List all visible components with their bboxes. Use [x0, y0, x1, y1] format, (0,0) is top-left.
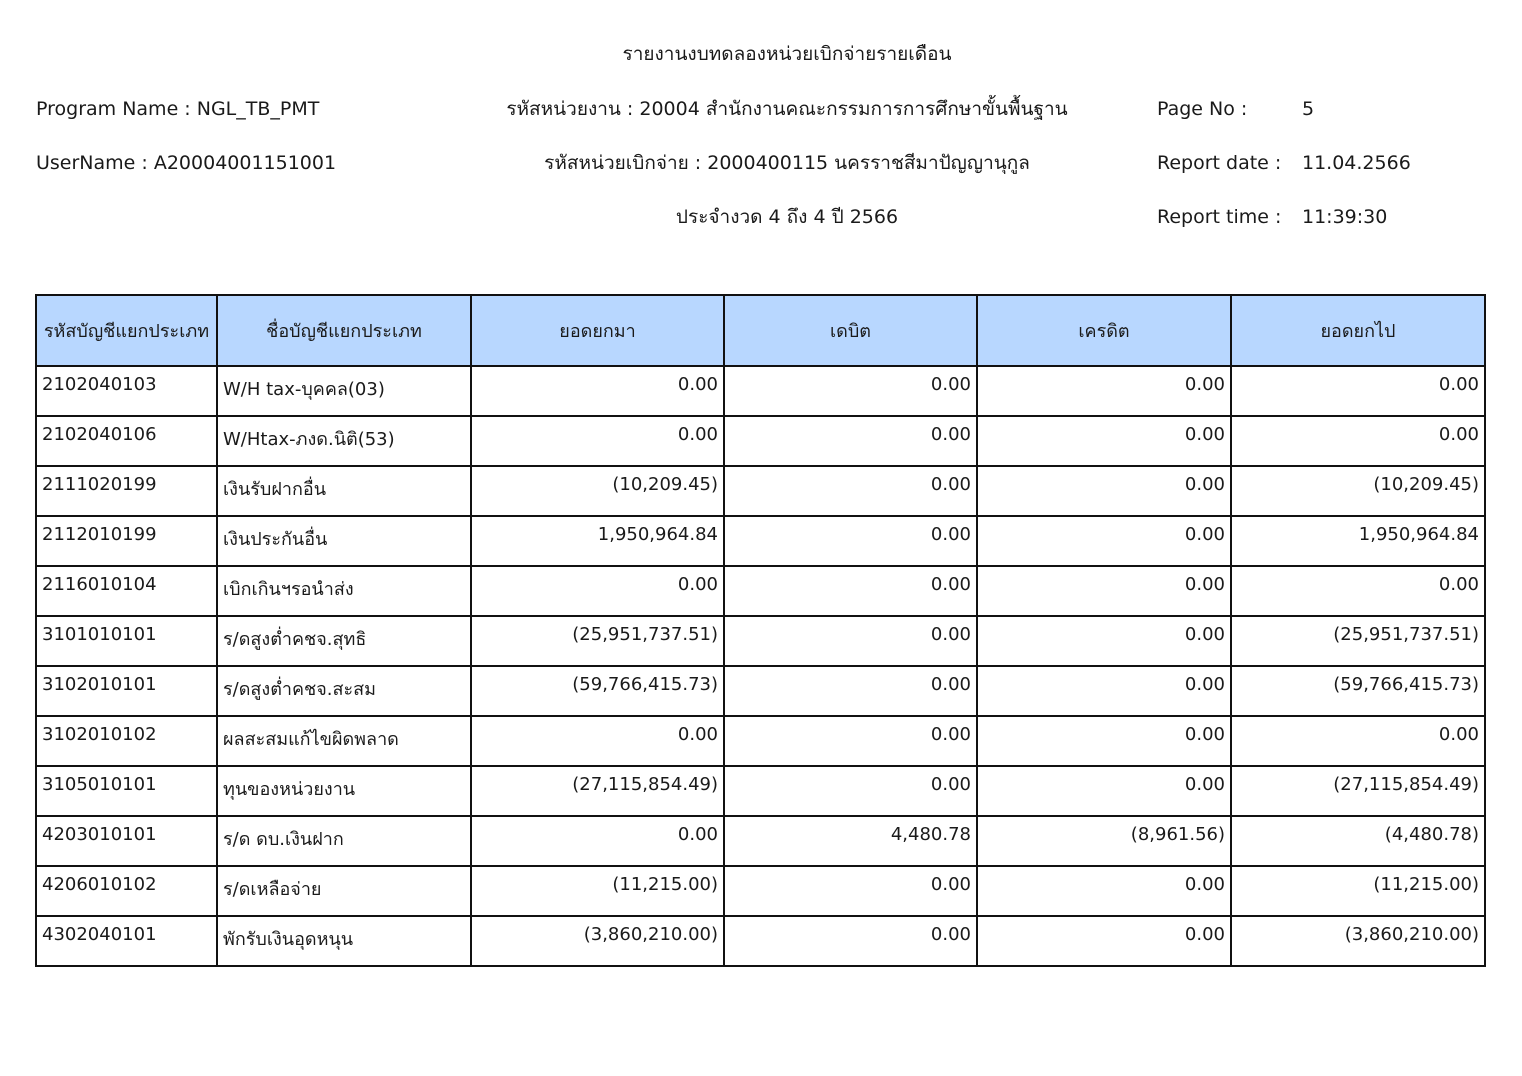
account-name-cell: W/H tax-บุคคล(03) — [217, 366, 471, 416]
column-header-account-name: ชื่อบัญชีแยกประเภท — [217, 295, 471, 366]
table-row — [36, 816, 1485, 866]
column-header-closing-balance: ยอดยกไป — [1231, 295, 1485, 366]
closing-balance-cell: 0.00 — [1231, 366, 1485, 416]
closing-balance-cell: (25,951,737.51) — [1231, 616, 1485, 666]
opening-balance-cell: 0.00 — [471, 816, 724, 866]
credit-cell: 0.00 — [977, 616, 1231, 666]
header-row — [36, 295, 1485, 366]
credit-cell: 0.00 — [977, 916, 1231, 966]
debit-cell: 4,480.78 — [724, 816, 977, 866]
opening-balance-cell: 0.00 — [471, 416, 724, 466]
closing-balance-cell: 1,950,964.84 — [1231, 516, 1485, 566]
credit-cell: 0.00 — [977, 516, 1231, 566]
credit-cell: 0.00 — [977, 366, 1231, 416]
closing-balance-cell: (10,209.45) — [1231, 466, 1485, 516]
account-code-cell: 4206010102 — [36, 866, 217, 916]
closing-balance-cell: (11,215.00) — [1231, 866, 1485, 916]
debit-cell: 0.00 — [724, 716, 977, 766]
closing-balance-cell: 0.00 — [1231, 716, 1485, 766]
table-row — [36, 916, 1485, 966]
closing-balance-cell: (4,480.78) — [1231, 816, 1485, 866]
page-no-value: 5 — [1302, 98, 1315, 120]
account-name-cell: ร/ดเหลือจ่าย — [217, 866, 471, 916]
report-time-value: 11:39:30 — [1302, 206, 1388, 228]
account-code-cell: 3102010102 — [36, 716, 217, 766]
account-name-cell: พักรับเงินอุดหนุน — [217, 916, 471, 966]
account-code-cell: 2102040106 — [36, 416, 217, 466]
table-body — [36, 366, 1485, 966]
credit-cell: 0.00 — [977, 666, 1231, 716]
account-name-cell: เงินประกันอื่น — [217, 516, 471, 566]
agency-code: รหัสหน่วยงาน : 20004 สำนักงานคณะกรรมการการศึกษาขั้นพื้นฐาน — [506, 98, 1068, 120]
opening-balance-cell: (10,209.45) — [471, 466, 724, 516]
table-row — [36, 566, 1485, 616]
page-no-label: Page No : — [1157, 98, 1248, 120]
table-row — [36, 516, 1485, 566]
trial-balance-table — [35, 294, 1486, 967]
opening-balance-cell: (59,766,415.73) — [471, 666, 724, 716]
credit-cell: (8,961.56) — [977, 816, 1231, 866]
account-code-cell: 3101010101 — [36, 616, 217, 666]
opening-balance-cell: 0.00 — [471, 716, 724, 766]
credit-cell: 0.00 — [977, 716, 1231, 766]
table-row — [36, 466, 1485, 516]
account-name-cell: เงินรับฝากอื่น — [217, 466, 471, 516]
opening-balance-cell: (11,215.00) — [471, 866, 724, 916]
account-name-cell: ผลสะสมแก้ไขผิดพลาด — [217, 716, 471, 766]
debit-cell: 0.00 — [724, 616, 977, 666]
debit-cell: 0.00 — [724, 916, 977, 966]
report-date-label: Report date : — [1157, 152, 1282, 174]
opening-balance-cell: (3,860,210.00) — [471, 916, 724, 966]
closing-balance-cell: (59,766,415.73) — [1231, 666, 1485, 716]
opening-balance-cell: (25,951,737.51) — [471, 616, 724, 666]
username: UserName : A20004001151001 — [36, 152, 337, 174]
credit-cell: 0.00 — [977, 766, 1231, 816]
account-code-cell: 4302040101 — [36, 916, 217, 966]
table-row — [36, 416, 1485, 466]
debit-cell: 0.00 — [724, 866, 977, 916]
account-name-cell: ทุนของหน่วยงาน — [217, 766, 471, 816]
opening-balance-cell: 1,950,964.84 — [471, 516, 724, 566]
debit-cell: 0.00 — [724, 366, 977, 416]
table-row — [36, 766, 1485, 816]
account-code-cell: 2112010199 — [36, 516, 217, 566]
closing-balance-cell: 0.00 — [1231, 566, 1485, 616]
report-title: รายงานงบทดลองหน่วยเบิกจ่ายรายเดือน — [622, 43, 952, 65]
credit-cell: 0.00 — [977, 566, 1231, 616]
debit-cell: 0.00 — [724, 666, 977, 716]
account-code-cell: 3105010101 — [36, 766, 217, 816]
opening-balance-cell: 0.00 — [471, 366, 724, 416]
disbursing-unit: รหัสหน่วยเบิกจ่าย : 2000400115 นครราชสีมาปัญญานุกูล — [544, 152, 1030, 174]
debit-cell: 0.00 — [724, 566, 977, 616]
account-code-cell: 2116010104 — [36, 566, 217, 616]
opening-balance-cell: (27,115,854.49) — [471, 766, 724, 816]
account-name-cell: ร/ดสูงต่ำคชจ.สุทธิ — [217, 616, 471, 666]
column-header-debit: เดบิต — [724, 295, 977, 366]
account-name-cell: W/Htax-ภงด.นิติ(53) — [217, 416, 471, 466]
account-name-cell: ร/ด ดบ.เงินฝาก — [217, 816, 471, 866]
table-row — [36, 616, 1485, 666]
closing-balance-cell: 0.00 — [1231, 416, 1485, 466]
table-row — [36, 716, 1485, 766]
report-period: ประจำงวด 4 ถึง 4 ปี 2566 — [675, 206, 899, 228]
account-name-cell: ร/ดสูงต่ำคชจ.สะสม — [217, 666, 471, 716]
account-name-cell: เบิกเกินฯรอนำส่ง — [217, 566, 471, 616]
column-header-credit: เครดิต — [977, 295, 1231, 366]
opening-balance-cell: 0.00 — [471, 566, 724, 616]
closing-balance-cell: (3,860,210.00) — [1231, 916, 1485, 966]
credit-cell: 0.00 — [977, 866, 1231, 916]
table-row — [36, 366, 1485, 416]
closing-balance-cell: (27,115,854.49) — [1231, 766, 1485, 816]
table-header — [36, 295, 1485, 366]
credit-cell: 0.00 — [977, 416, 1231, 466]
account-code-cell: 3102010101 — [36, 666, 217, 716]
debit-cell: 0.00 — [724, 466, 977, 516]
credit-cell: 0.00 — [977, 466, 1231, 516]
account-code-cell: 4203010101 — [36, 816, 217, 866]
report-date-value: 11.04.2566 — [1302, 152, 1411, 174]
column-header-account-code: รหัสบัญชีแยกประเภท — [36, 295, 217, 366]
program-name: Program Name : NGL_TB_PMT — [36, 98, 320, 120]
debit-cell: 0.00 — [724, 416, 977, 466]
debit-cell: 0.00 — [724, 766, 977, 816]
debit-cell: 0.00 — [724, 516, 977, 566]
table-row — [36, 866, 1485, 916]
column-header-opening-balance: ยอดยกมา — [471, 295, 724, 366]
account-code-cell: 2111020199 — [36, 466, 217, 516]
report-time-label: Report time : — [1157, 206, 1282, 228]
account-code-cell: 2102040103 — [36, 366, 217, 416]
table-row — [36, 666, 1485, 716]
